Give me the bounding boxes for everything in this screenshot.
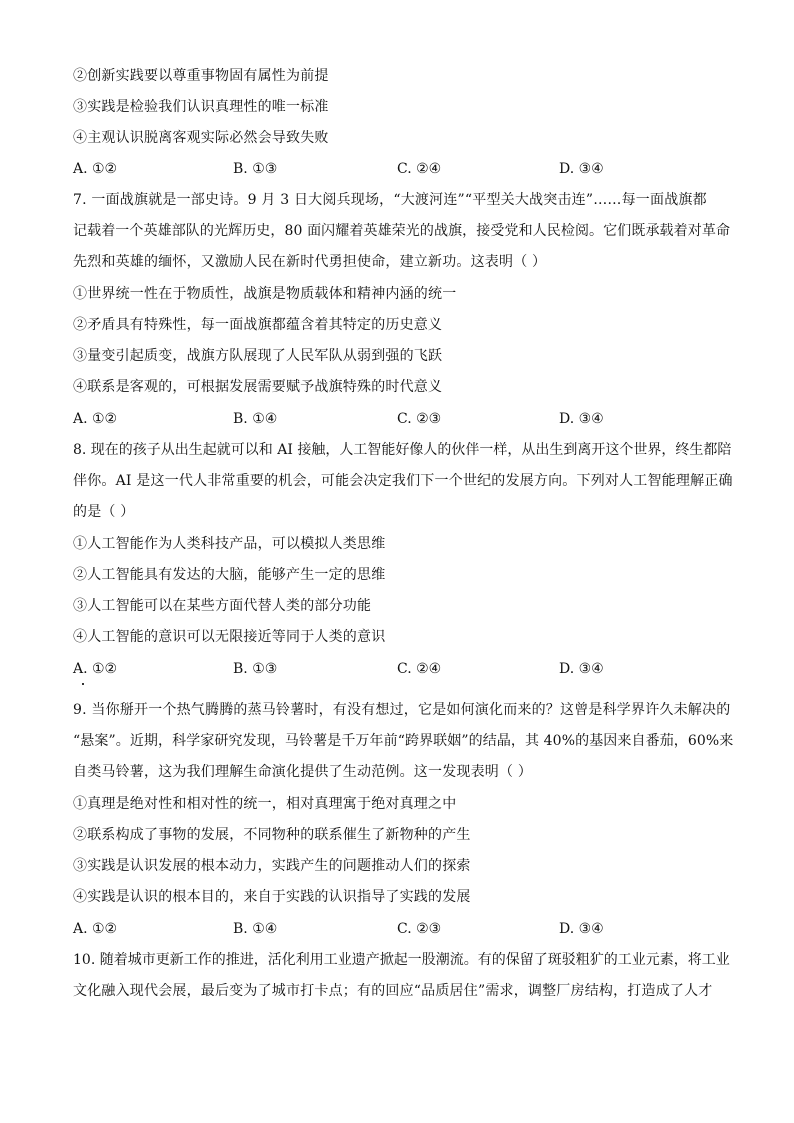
option-d: D. ③④ xyxy=(559,161,604,177)
question-7-statement-2: ②矛盾具有特殊性，每一面战旗都蕴含着其特定的历史意义 xyxy=(73,317,443,333)
option-c: C. ②④ xyxy=(397,661,442,677)
option-b: B. ①③ xyxy=(233,661,278,677)
option-d: D. ③④ xyxy=(559,411,604,427)
option-a: A. ①② xyxy=(73,661,118,677)
question-7-statement-4: ④联系是客观的，可根据发展需要赋予战旗特殊的时代意义 xyxy=(73,379,443,395)
question-8-statement-2: ②人工智能具有发达的大脑，能够产生一定的思维 xyxy=(73,567,386,583)
option-c: C. ②④ xyxy=(397,161,442,177)
statement-2: ②创新实践要以尊重事物固有属性为前提 xyxy=(73,68,329,84)
stray-mark xyxy=(82,683,84,685)
question-9-stem-line-3: 自类马铃薯，这为我们理解生命演化提供了生动范例。这一发现表明（ ） xyxy=(73,764,533,780)
question-8-stem-line-2: 伴你。AI 是这一代人非常重要的机会，可能会决定我们下一个世纪的发展方向。下列对人工智能理解正确 xyxy=(73,473,733,489)
question-8-statement-4: ④人工智能的意识可以无限接近等同于人类的意识 xyxy=(73,629,386,645)
question-9-statement-4: ④实践是认识的根本目的，来自于实践的认识指导了实践的发展 xyxy=(73,889,471,905)
question-8-statement-1: ①人工智能作为人类科技产品，可以模拟人类思维 xyxy=(73,536,386,552)
question-10-stem-line-2: 文化融入现代会展，最后变为了城市打卡点；有的回应“品质居住”需求，调整厂房结构，打造成了人才 xyxy=(73,983,713,999)
statement-3: ③实践是检验我们认识真理性的唯一标准 xyxy=(73,99,329,115)
question-9-statement-1: ①真理是绝对性和相对性的统一，相对真理寓于绝对真理之中 xyxy=(73,796,457,812)
question-9-stem-line-1: 9. 当你掰开一个热气腾腾的蒸马铃薯时，有没有想过，它是如何演化而来的？这曾是科学界许久未解决的 xyxy=(73,702,731,718)
answer-options xyxy=(73,159,733,179)
question-9-statement-2: ②联系构成了事物的发展，不同物种的联系催生了新物种的产生 xyxy=(73,827,471,843)
option-b: B. ①④ xyxy=(233,411,278,427)
option-c: C. ②③ xyxy=(397,921,442,937)
question-9-stem-line-2: “悬案”。近期，科学家研究发现，马铃薯是千万年前“跨界联姻”的结晶，其 40%的基因来自番茄，60%来 xyxy=(73,733,734,749)
option-b: B. ①③ xyxy=(233,161,278,177)
option-a: A. ①② xyxy=(73,921,118,937)
question-10-stem-line-1: 10. 随着城市更新工作的推进，活化利用工业遗产掀起一股潮流。有的保留了斑驳粗犷的工业元素，将工业 xyxy=(73,952,730,968)
statement-4: ④主观认识脱离客观实际必然会导致失败 xyxy=(73,130,329,146)
option-a: A. ①② xyxy=(73,161,118,177)
question-8-options xyxy=(73,659,733,679)
question-7-statement-1: ①世界统一性在于物质性，战旗是物质载体和精神内涵的统一 xyxy=(73,286,457,302)
option-d: D. ③④ xyxy=(559,921,604,937)
question-8-stem-line-1: 8. 现在的孩子从出生起就可以和 AI 接触，人工智能好像人的伙伴一样，从出生到离开这个世界，终生都陪 xyxy=(73,442,732,458)
question-7-stem-line-2: 记载着一个英雄部队的光辉历史，80 面闪耀着英雄荣光的战旗，接受党和人民检阅。它们既承载着对革命 xyxy=(73,223,731,239)
option-b: B. ①④ xyxy=(233,921,278,937)
question-7-statement-3: ③量变引起质变，战旗方队展现了人民军队从弱到强的飞跃 xyxy=(73,348,443,364)
question-9-statement-3: ③实践是认识发展的根本动力，实践产生的问题推动人们的探索 xyxy=(73,858,471,874)
option-d: D. ③④ xyxy=(559,661,604,677)
question-8-stem-line-3: 的是（ ） xyxy=(73,504,135,520)
question-7-options xyxy=(73,409,733,429)
question-8-statement-3: ③人工智能可以在某些方面代替人类的部分功能 xyxy=(73,598,372,614)
question-7-stem-line-3: 先烈和英雄的缅怀，又激励人民在新时代勇担使命，建立新功。这表明（ ） xyxy=(73,254,547,270)
option-c: C. ②③ xyxy=(397,411,442,427)
question-7-stem-line-1: 7. 一面战旗就是一部史诗。9 月 3 日大阅兵现场，“大渡河连”“平型关大战突击连”……每一面战旗都 xyxy=(73,192,707,208)
question-9-options xyxy=(73,919,733,939)
option-a: A. ①② xyxy=(73,411,118,427)
